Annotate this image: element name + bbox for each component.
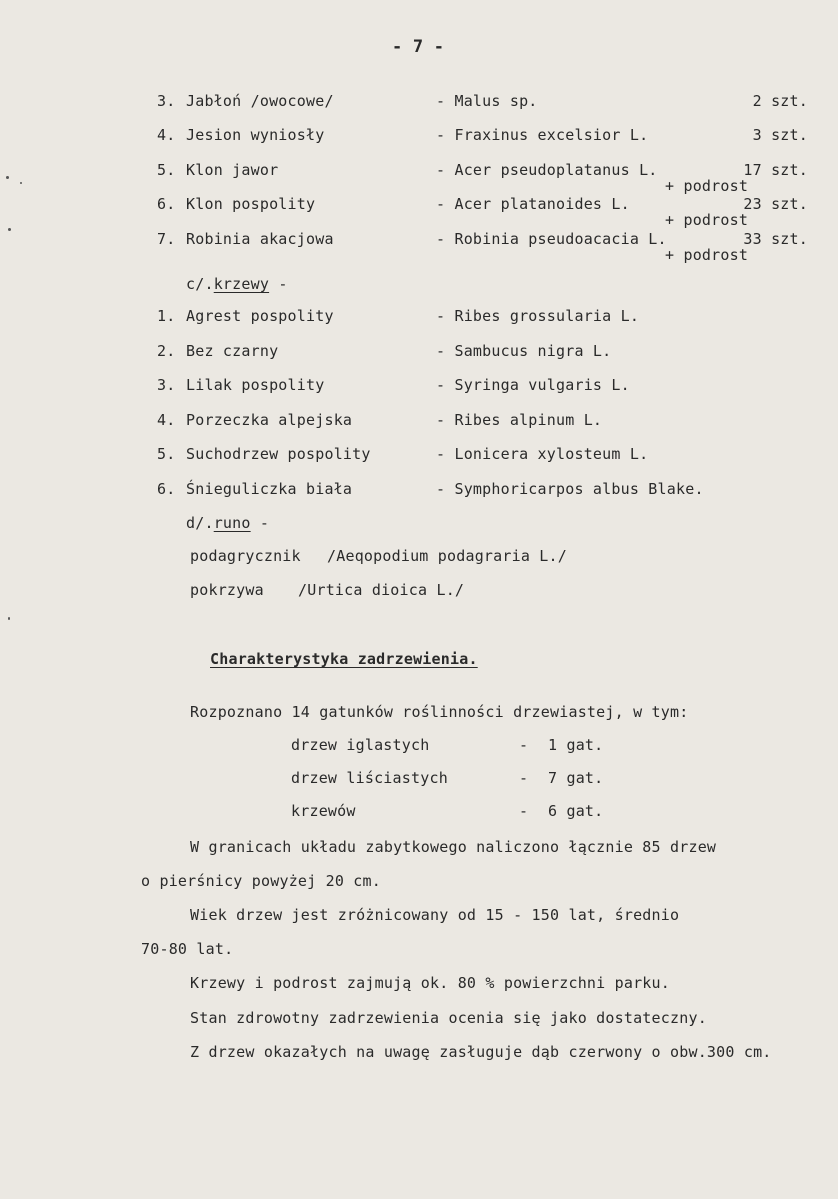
shrubs-heading [186, 275, 288, 293]
paragraph-line: o pierśnicy powyżej 20 cm. [141, 872, 381, 890]
species-count: 2 szt. [752, 92, 808, 110]
species-extra: + podrost [665, 211, 749, 229]
heading-label: runo [213, 514, 251, 532]
paragraph-line: Z drzew okazałych na uwagę zasługuje dąb czerwony o obw.300 cm. [190, 1043, 772, 1061]
paragraph-line: 70-80 lat. [141, 940, 234, 958]
item-number: 3. [157, 92, 176, 110]
heading-suffix: - [269, 275, 288, 293]
species-extra: + podrost [665, 177, 749, 195]
heading-prefix: c/. [186, 275, 214, 293]
species-latin: /Urtica dioica L./ [298, 581, 465, 599]
item-number: 4. [157, 411, 176, 429]
paragraph-line: Wiek drzew jest zróżnicowany od 15 - 150 lat, średnio [190, 906, 680, 924]
item-number: 5. [157, 161, 176, 179]
paragraph-line: W granicach układu zabytkowego naliczono łącznie 85 drzew [190, 838, 717, 856]
species-polish: Klon pospolity [186, 195, 316, 213]
heading-suffix: - [250, 514, 270, 532]
summary-label: drzew iglastych [291, 736, 430, 754]
runo-heading [186, 514, 269, 532]
summary-value: 7 gat. [548, 769, 604, 787]
species-polish: Lilak pospolity [186, 376, 325, 394]
summary-value: 6 gat. [548, 802, 604, 820]
species-polish: Klon jawor [186, 161, 279, 179]
species-count: 17 szt. [743, 161, 808, 179]
item-number: 7. [157, 230, 176, 248]
species-polish: pokrzywa [190, 581, 264, 599]
paragraph-line: Krzewy i podrost zajmują ok. 80 % powierzchni parku. [190, 974, 670, 992]
species-count: 23 szt. [743, 195, 808, 213]
species-latin: - Ribes alpinum L. [436, 411, 603, 429]
heading-prefix: d/. [186, 514, 214, 532]
species-polish: Śnieguliczka biała [186, 480, 353, 498]
species-latin: - Acer pseudoplatanus L. [436, 161, 658, 179]
summary-dash: - [519, 769, 529, 787]
species-polish: Suchodrzew pospolity [186, 445, 371, 463]
item-number: 1. [157, 307, 176, 325]
paragraph-line: Stan zdrowotny zadrzewienia ocenia się jako dostateczny. [190, 1009, 707, 1027]
page-number: - 7 - [392, 37, 445, 57]
species-latin: - Sambucus nigra L. [436, 342, 612, 360]
species-polish: Jabłoń /owocowe/ [186, 92, 334, 110]
species-latin: - Malus sp. [436, 92, 538, 110]
species-latin: - Fraxinus excelsior L. [436, 126, 649, 144]
species-latin: - Ribes grossularia L. [436, 307, 640, 325]
species-polish: Bez czarny [186, 342, 279, 360]
item-number: 6. [157, 195, 176, 213]
species-polish: Porzeczka alpejska [186, 411, 353, 429]
species-latin: - Syringa vulgaris L. [436, 376, 630, 394]
species-polish: Robinia akacjowa [186, 230, 334, 248]
species-extra: + podrost [665, 246, 749, 264]
species-latin: - Symphoricarpos albus Blake. [436, 480, 704, 498]
scan-speck [8, 228, 11, 231]
summary-label: drzew liściastych [291, 769, 448, 787]
species-polish: podagrycznik [190, 547, 301, 565]
species-count: 33 szt. [743, 230, 808, 248]
section-title: Charakterystyka zadrzewienia. [210, 650, 478, 668]
summary-value: 1 gat. [548, 736, 604, 754]
scan-speck [8, 617, 10, 620]
scan-speck [6, 176, 9, 179]
item-number: 5. [157, 445, 176, 463]
item-number: 6. [157, 480, 176, 498]
species-polish: Agrest pospolity [186, 307, 334, 325]
heading-label: krzewy [213, 275, 270, 293]
item-number: 2. [157, 342, 176, 360]
species-latin: - Robinia pseudoacacia L. [436, 230, 667, 248]
species-count: 3 szt. [752, 126, 808, 144]
species-latin: - Acer platanoides L. [436, 195, 630, 213]
item-number: 3. [157, 376, 176, 394]
summary-intro: Rozpoznano 14 gatunków roślinności drzewiastej, w tym: [190, 703, 689, 721]
species-latin: /Aeqopodium podagraria L./ [327, 547, 567, 565]
species-latin: - Lonicera xylosteum L. [436, 445, 649, 463]
scan-speck [20, 182, 22, 184]
summary-label: krzewów [291, 802, 356, 820]
item-number: 4. [157, 126, 176, 144]
species-polish: Jesion wyniosły [186, 126, 325, 144]
summary-dash: - [519, 802, 529, 820]
summary-dash: - [519, 736, 529, 754]
